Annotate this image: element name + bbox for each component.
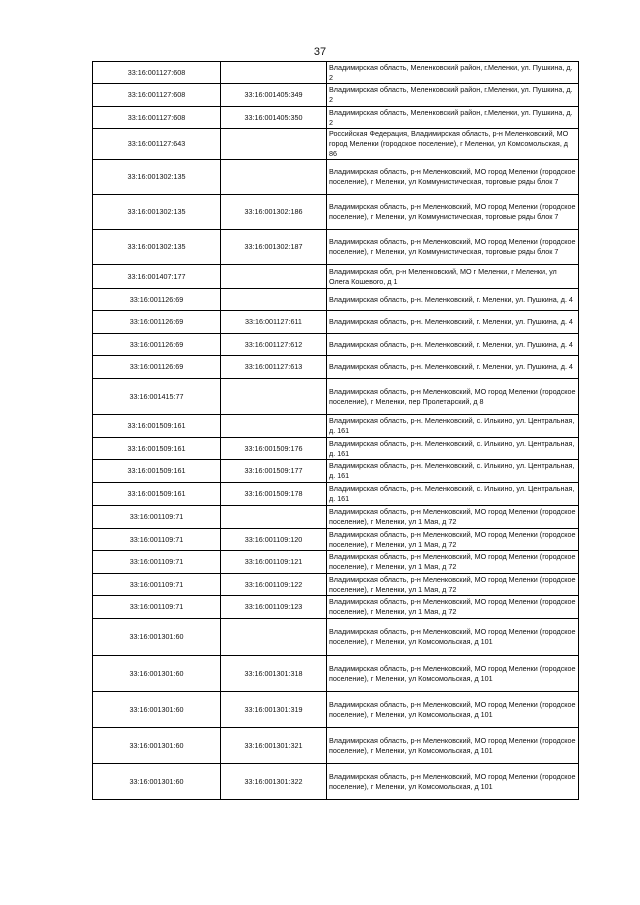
- object-cadastral-number-cell: [221, 506, 327, 529]
- table-row: [93, 692, 579, 728]
- table-row: [93, 129, 579, 160]
- address-cell: Владимирская область, р-н. Меленковский, г. Меленки, ул. Пушкина, д. 4: [327, 311, 579, 334]
- table-row: [93, 728, 579, 764]
- object-cadastral-number-cell: [221, 619, 327, 656]
- object-cadastral-number-cell: 33:16:001301:318: [221, 656, 327, 692]
- table-row: [93, 415, 579, 438]
- table-row: [93, 438, 579, 460]
- parcel-cadastral-number-cell: 33:16:001509:161: [93, 438, 221, 460]
- parcel-cadastral-number-cell: 33:16:001302:135: [93, 160, 221, 195]
- object-cadastral-number-cell: [221, 129, 327, 160]
- table-row: [93, 574, 579, 596]
- parcel-cadastral-number-cell: 33:16:001126:69: [93, 334, 221, 356]
- parcel-cadastral-number-cell: 33:16:001301:60: [93, 764, 221, 800]
- address-cell: Владимирская область, р-н Меленковский, МО город Меленки (городское поселение), г Меленки, пер Пролетарский, д 8: [327, 379, 579, 415]
- address-cell: Владимирская область, р-н Меленковский, МО город Меленки (городское поселение), г Меленки, ул Комсомольская, д 101: [327, 656, 579, 692]
- address-cell: Владимирская область, р-н. Меленковский, г. Меленки, ул. Пушкина, д. 4: [327, 334, 579, 356]
- table-row: [93, 289, 579, 311]
- object-cadastral-number-cell: [221, 62, 327, 84]
- object-cadastral-number-cell: 33:16:001509:176: [221, 438, 327, 460]
- parcel-cadastral-number-cell: 33:16:001109:71: [93, 529, 221, 551]
- object-cadastral-number-cell: [221, 379, 327, 415]
- object-cadastral-number-cell: 33:16:001109:123: [221, 596, 327, 619]
- parcel-cadastral-number-cell: 33:16:001109:71: [93, 506, 221, 529]
- address-cell: Владимирская область, р-н Меленковский, МО город Меленки (городское поселение), г Меленки, ул 1 Мая, д 72: [327, 529, 579, 551]
- cadastral-table-body: [93, 62, 579, 800]
- object-cadastral-number-cell: [221, 415, 327, 438]
- object-cadastral-number-cell: 33:16:001109:122: [221, 574, 327, 596]
- object-cadastral-number-cell: 33:16:001302:186: [221, 195, 327, 230]
- table-row: [93, 62, 579, 84]
- parcel-cadastral-number-cell: 33:16:001127:608: [93, 84, 221, 107]
- object-cadastral-number-cell: [221, 160, 327, 195]
- object-cadastral-number-cell: [221, 265, 327, 289]
- address-cell: Владимирская область, Меленковский район, г.Меленки, ул. Пушкина, д. 2: [327, 107, 579, 129]
- table-row: [93, 160, 579, 195]
- table-row: [93, 619, 579, 656]
- object-cadastral-number-cell: 33:16:001405:350: [221, 107, 327, 129]
- page-number: 37: [313, 46, 327, 58]
- address-cell: Владимирская область, р-н. Меленковский, г. Меленки, ул. Пушкина, д. 4: [327, 289, 579, 311]
- parcel-cadastral-number-cell: 33:16:001126:69: [93, 289, 221, 311]
- table-row: [93, 764, 579, 800]
- parcel-cadastral-number-cell: 33:16:001509:161: [93, 483, 221, 506]
- table-row: [93, 483, 579, 506]
- parcel-cadastral-number-cell: 33:16:001126:69: [93, 356, 221, 379]
- address-cell: Владимирская обл, р-н Меленковский, МО г Меленки, г Меленки, ул Олега Кошевого, д 1: [327, 265, 579, 289]
- address-cell: Владимирская область, р-н Меленковский, МО город Меленки (городское поселение), г Меленки, ул Комсомольская, д 101: [327, 619, 579, 656]
- address-cell: Владимирская область, р-н. Меленковский, г. Меленки, ул. Пушкина, д. 4: [327, 356, 579, 379]
- parcel-cadastral-number-cell: 33:16:001301:60: [93, 619, 221, 656]
- object-cadastral-number-cell: 33:16:001127:612: [221, 334, 327, 356]
- object-cadastral-number-cell: 33:16:001301:322: [221, 764, 327, 800]
- address-cell: Владимирская область, р-н Меленковский, МО город Меленки (городское поселение), г Меленки, ул 1 Мая, д 72: [327, 574, 579, 596]
- parcel-cadastral-number-cell: 33:16:001302:135: [93, 230, 221, 265]
- address-cell: Владимирская область, р-н Меленковский, МО город Меленки (городское поселение), г Меленки, ул 1 Мая, д 72: [327, 551, 579, 574]
- object-cadastral-number-cell: 33:16:001109:120: [221, 529, 327, 551]
- address-cell: Владимирская область, р-н Меленковский, МО город Меленки (городское поселение), г Меленки, ул 1 Мая, д 72: [327, 506, 579, 529]
- object-cadastral-number-cell: 33:16:001127:613: [221, 356, 327, 379]
- address-cell: Владимирская область, Меленковский район, г.Меленки, ул. Пушкина, д. 2: [327, 84, 579, 107]
- parcel-cadastral-number-cell: 33:16:001301:60: [93, 728, 221, 764]
- table-row: [93, 596, 579, 619]
- object-cadastral-number-cell: [221, 289, 327, 311]
- table-row: [93, 334, 579, 356]
- address-cell: Владимирская область, р-н Меленковский, МО город Меленки (городское поселение), г Меленки, ул 1 Мая, д 72: [327, 596, 579, 619]
- object-cadastral-number-cell: 33:16:001301:319: [221, 692, 327, 728]
- table-row: [93, 84, 579, 107]
- table-row: [93, 311, 579, 334]
- table-row: [93, 195, 579, 230]
- parcel-cadastral-number-cell: 33:16:001127:608: [93, 107, 221, 129]
- address-cell: Российская Федерация, Владимирская область, р-н Меленковский, МО город Меленки (городское поселение), г Меленки, ул Комсомольская, д 86: [327, 129, 579, 160]
- address-cell: Владимирская область, р-н Меленковский, МО город Меленки (городское поселение), г Меленки, ул Комсомольская, д 101: [327, 764, 579, 800]
- parcel-cadastral-number-cell: 33:16:001127:643: [93, 129, 221, 160]
- object-cadastral-number-cell: 33:16:001509:178: [221, 483, 327, 506]
- address-cell: Владимирская область, р-н Меленковский, МО город Меленки (городское поселение), г Меленки, ул Комсомольская, д 101: [327, 692, 579, 728]
- table-row: [93, 529, 579, 551]
- object-cadastral-number-cell: 33:16:001127:611: [221, 311, 327, 334]
- parcel-cadastral-number-cell: 33:16:001127:608: [93, 62, 221, 84]
- address-cell: Владимирская область, р-н Меленковский, МО город Меленки (городское поселение), г Меленки, ул Коммунистическая, торговые ряды блок 7: [327, 160, 579, 195]
- address-cell: Владимирская область, р-н Меленковский, МО город Меленки (городское поселение), г Меленки, ул Коммунистическая, торговые ряды блок 7: [327, 230, 579, 265]
- table-row: [93, 656, 579, 692]
- table-row: [93, 356, 579, 379]
- parcel-cadastral-number-cell: 33:16:001302:135: [93, 195, 221, 230]
- address-cell: Владимирская область, р-н. Меленковский, с. Илькино, ул. Центральная, д. 161: [327, 460, 579, 483]
- address-cell: Владимирская область, р-н Меленковский, МО город Меленки (городское поселение), г Меленки, ул Коммунистическая, торговые ряды блок 7: [327, 195, 579, 230]
- address-cell: Владимирская область, р-н Меленковский, МО город Меленки (городское поселение), г Меленки, ул Комсомольская, д 101: [327, 728, 579, 764]
- table-row: [93, 460, 579, 483]
- parcel-cadastral-number-cell: 33:16:001509:161: [93, 415, 221, 438]
- address-cell: Владимирская область, р-н. Меленковский, с. Илькино, ул. Центральная, д. 161: [327, 483, 579, 506]
- parcel-cadastral-number-cell: 33:16:001415:77: [93, 379, 221, 415]
- parcel-cadastral-number-cell: 33:16:001301:60: [93, 692, 221, 728]
- table-row: [93, 506, 579, 529]
- object-cadastral-number-cell: 33:16:001109:121: [221, 551, 327, 574]
- cadastral-table: [92, 61, 579, 800]
- parcel-cadastral-number-cell: 33:16:001509:161: [93, 460, 221, 483]
- parcel-cadastral-number-cell: 33:16:001126:69: [93, 311, 221, 334]
- parcel-cadastral-number-cell: 33:16:001301:60: [93, 656, 221, 692]
- parcel-cadastral-number-cell: 33:16:001109:71: [93, 596, 221, 619]
- table-row: [93, 551, 579, 574]
- parcel-cadastral-number-cell: 33:16:001109:71: [93, 551, 221, 574]
- table-row: [93, 230, 579, 265]
- object-cadastral-number-cell: 33:16:001302:187: [221, 230, 327, 265]
- address-cell: Владимирская область, Меленковский район, г.Меленки, ул. Пушкина, д. 2: [327, 62, 579, 84]
- address-cell: Владимирская область, р-н. Меленковский, с. Илькино, ул. Центральная, д. 161: [327, 415, 579, 438]
- object-cadastral-number-cell: 33:16:001301:321: [221, 728, 327, 764]
- parcel-cadastral-number-cell: 33:16:001407:177: [93, 265, 221, 289]
- table-row: [93, 379, 579, 415]
- object-cadastral-number-cell: 33:16:001405:349: [221, 84, 327, 107]
- address-cell: Владимирская область, р-н. Меленковский, с. Илькино, ул. Центральная, д. 161: [327, 438, 579, 460]
- object-cadastral-number-cell: 33:16:001509:177: [221, 460, 327, 483]
- table-row: [93, 265, 579, 289]
- parcel-cadastral-number-cell: 33:16:001109:71: [93, 574, 221, 596]
- table-row: [93, 107, 579, 129]
